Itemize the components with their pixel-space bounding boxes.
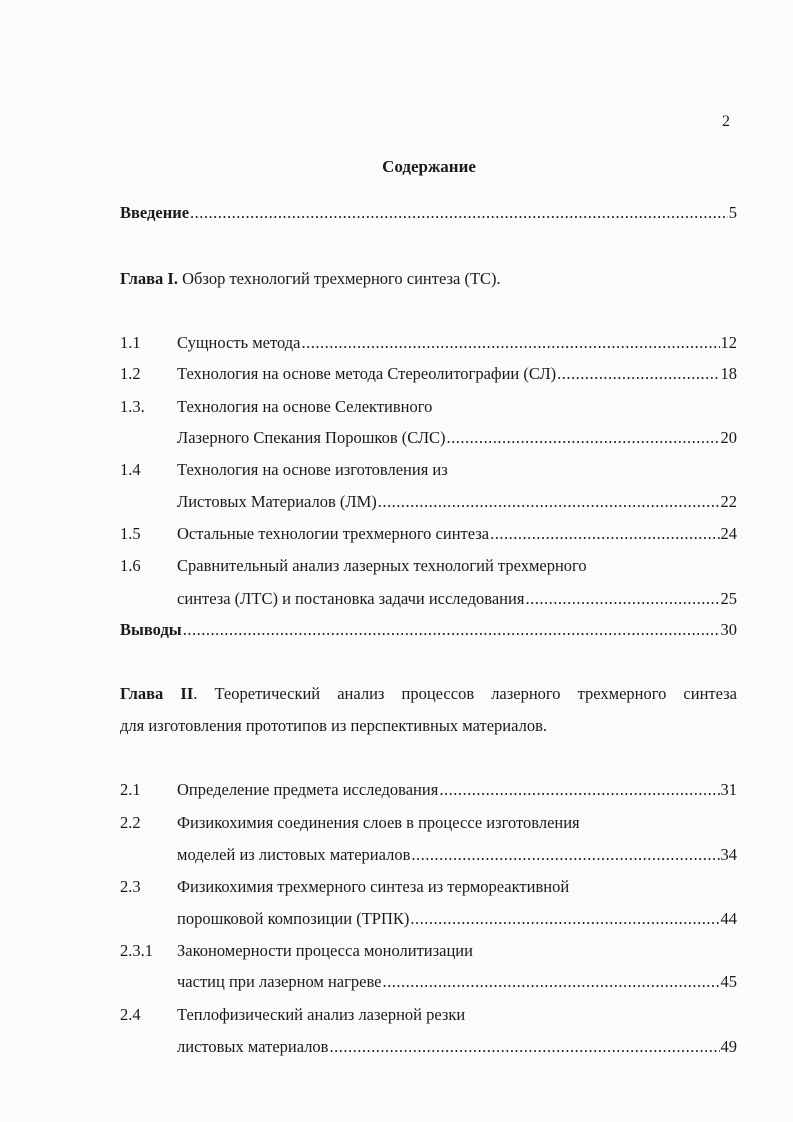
- leader-dots: [190, 203, 728, 223]
- toc-number: 2.2: [120, 813, 141, 832]
- leader-dots: [301, 333, 719, 353]
- toc-entry: [177, 589, 737, 609]
- toc-label: моделей из листовых материалов: [177, 845, 411, 864]
- toc-page: 22: [720, 492, 737, 511]
- toc-entry: [177, 492, 737, 512]
- toc-number: 1.3.: [120, 397, 145, 416]
- toc-number: 1.6: [120, 556, 141, 575]
- toc-entry-intro: [120, 203, 737, 223]
- toc-number: 1.2: [120, 364, 141, 383]
- toc-page: 25: [720, 589, 737, 608]
- toc-page: 5: [728, 203, 737, 222]
- toc-entry: [177, 1037, 737, 1057]
- toc-number: 1.1: [120, 333, 141, 352]
- toc-line: Теплофизический анализ лазерной резки: [177, 1005, 466, 1024]
- leader-dots: [411, 845, 719, 865]
- toc-label: Введение: [120, 203, 190, 222]
- toc-page: 44: [720, 909, 737, 928]
- toc-label: частиц при лазерном нагреве: [177, 972, 382, 991]
- toc-label: листовых материалов: [177, 1037, 329, 1056]
- leader-dots: [329, 1037, 719, 1057]
- toc-page: 34: [720, 845, 737, 864]
- toc-page: 20: [720, 428, 737, 447]
- chapter-2-heading: [120, 684, 737, 704]
- toc-number: 1.4: [120, 460, 141, 479]
- chapter-2-heading-line2: для изготовления прототипов из перспективных материалов.: [120, 716, 547, 735]
- toc-entry: [177, 909, 737, 929]
- leader-dots: [439, 780, 719, 800]
- leader-dots: [447, 428, 720, 448]
- toc-entry: [177, 780, 737, 800]
- toc-page: 45: [720, 972, 737, 991]
- toc-line: Технология на основе изготовления из: [177, 460, 448, 479]
- toc-number: 2.3: [120, 877, 141, 896]
- toc-line: Сравнительный анализ лазерных технологий трехмерного: [177, 556, 587, 575]
- toc-entry: [177, 428, 737, 448]
- toc-label: синтеза (ЛТС) и постановка задачи исследования: [177, 589, 525, 608]
- toc-label: Лазерного Спекания Порошков (СЛС): [177, 428, 446, 447]
- toc-label: порошковой композиции (ТРПК): [177, 909, 410, 928]
- toc-number: 2.4: [120, 1005, 141, 1024]
- toc-page: 24: [720, 524, 737, 543]
- page-title: Содержание: [382, 157, 476, 176]
- toc-label: Технология на основе метода Стереолитографии (СЛ): [177, 364, 557, 383]
- toc-line: Физикохимия трехмерного синтеза из термореактивной: [177, 877, 570, 896]
- toc-number: 1.5: [120, 524, 141, 543]
- toc-entry: [177, 524, 737, 544]
- toc-page: 31: [720, 780, 737, 799]
- toc-page: 49: [720, 1037, 737, 1056]
- toc-entry-conclusions: [120, 620, 737, 640]
- chapter-prefix: Глава I.: [120, 269, 178, 288]
- chapter-text: Обзор технологий трехмерного синтеза (ТС).: [177, 269, 501, 288]
- toc-label: Остальные технологии трехмерного синтеза: [177, 524, 490, 543]
- toc-label: Листовых Материалов (ЛМ): [177, 492, 377, 511]
- leader-dots: [378, 492, 720, 512]
- toc-label: Определение предмета исследования: [177, 780, 439, 799]
- leader-dots: [525, 589, 719, 609]
- toc-entry: [177, 364, 737, 384]
- chapter-prefix: Глава II: [120, 684, 194, 703]
- toc-line: Закономерности процесса монолитизации: [177, 941, 473, 960]
- toc-number: 2.1: [120, 780, 141, 799]
- chapter-text: . Теоретический анализ процессов лазерного трехмерного синтеза: [193, 684, 737, 703]
- chapter-1-heading: [120, 269, 501, 289]
- leader-dots: [557, 364, 719, 384]
- toc-entry: [177, 333, 737, 353]
- leader-dots: [183, 620, 720, 640]
- leader-dots: [382, 972, 719, 992]
- toc-number: 2.3.1: [120, 941, 153, 960]
- toc-page: 12: [720, 333, 737, 352]
- page-number: 2: [722, 113, 730, 130]
- toc-line: Физикохимия соединения слоев в процессе изготовления: [177, 813, 580, 832]
- toc-page: 18: [720, 364, 737, 383]
- leader-dots: [410, 909, 719, 929]
- toc-entry: [177, 972, 737, 992]
- toc-label: Сущность метода: [177, 333, 301, 352]
- toc-line: Технология на основе Селективного: [177, 397, 433, 416]
- toc-page: 30: [720, 620, 737, 639]
- toc-label: Выводы: [120, 620, 182, 639]
- toc-entry: [177, 845, 737, 865]
- leader-dots: [490, 524, 719, 544]
